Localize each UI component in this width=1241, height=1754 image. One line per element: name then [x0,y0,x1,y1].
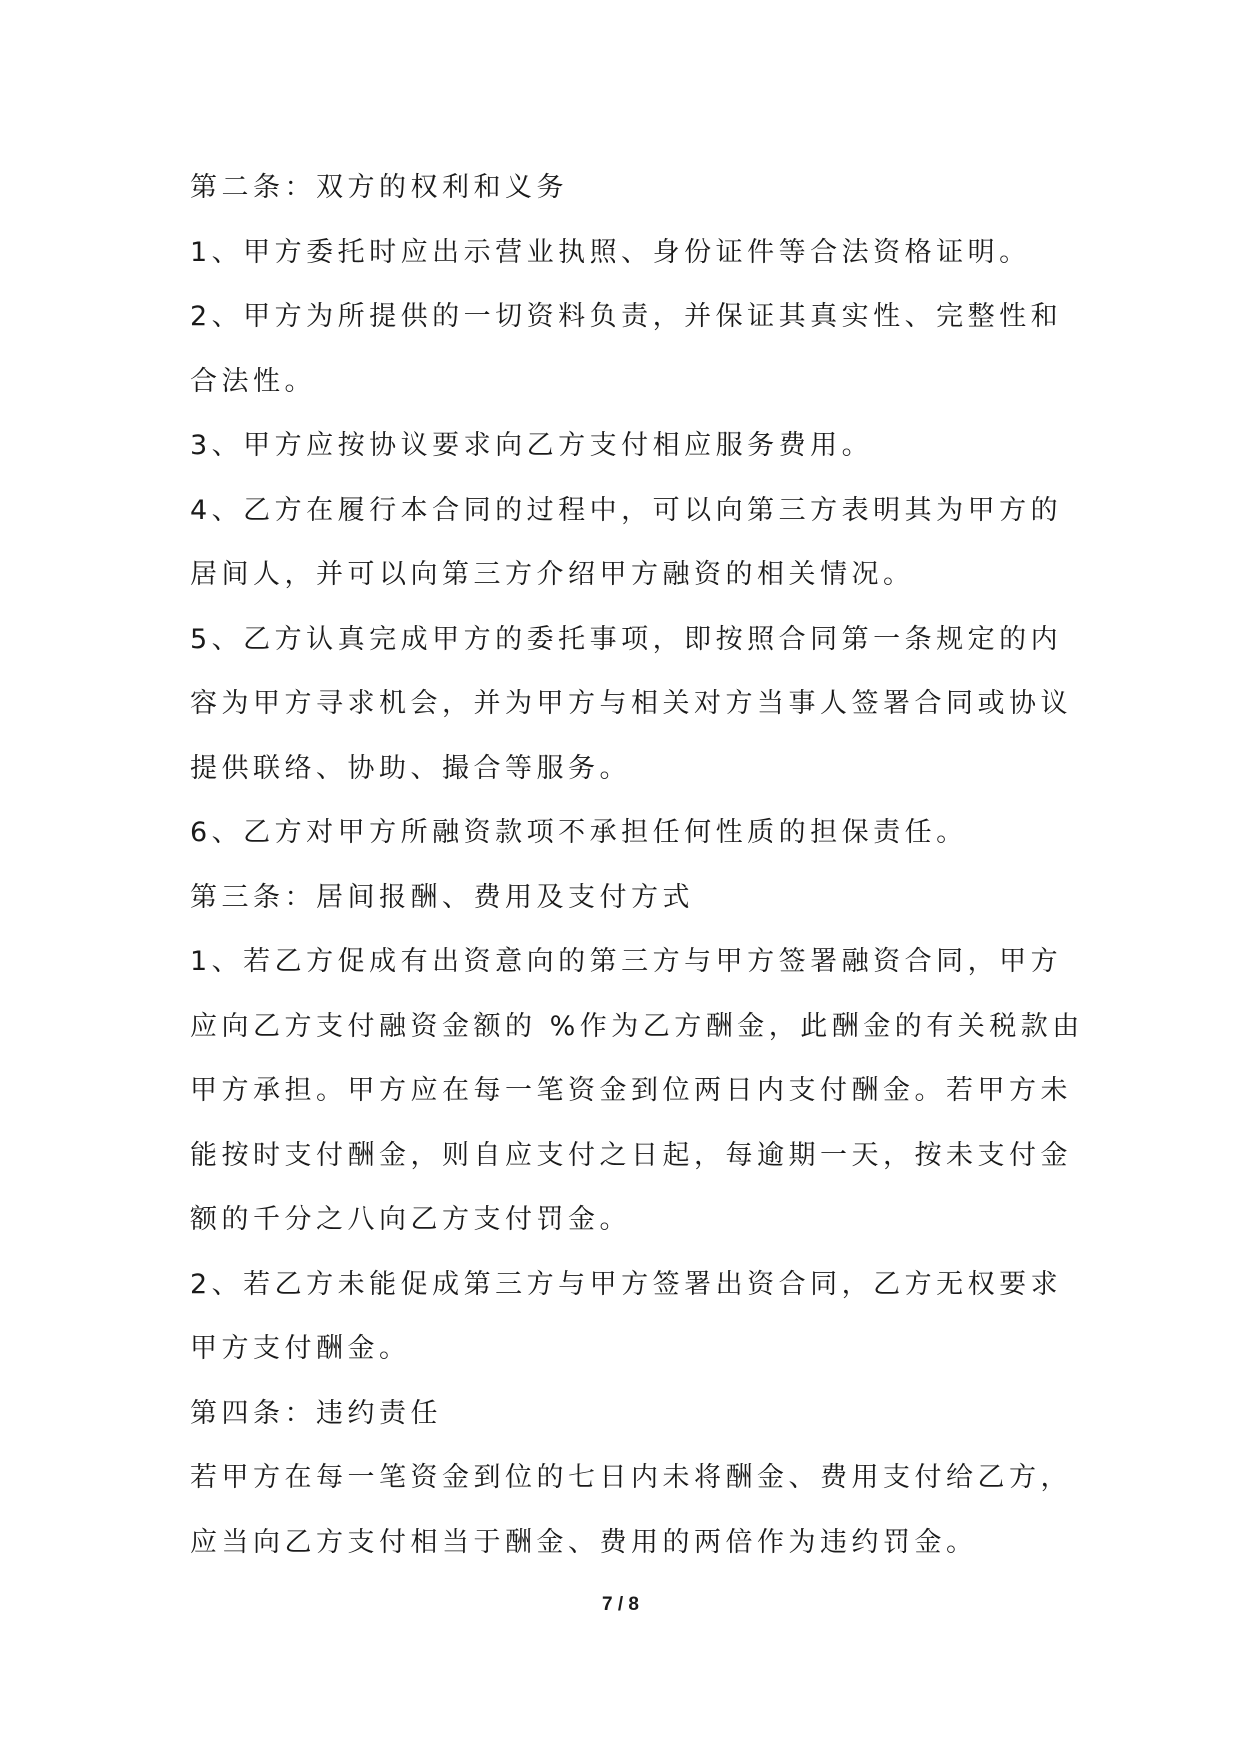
paragraph-line: 1、若乙方促成有出资意向的第三方与甲方签署融资合同，甲方 [190,946,1063,977]
paragraph-line: 居间人，并可以向第三方介绍甲方融资的相关情况。 [190,559,915,590]
paragraph-line: 2、若乙方未能促成第三方与甲方签署出资合同，乙方无权要求 [190,1268,1063,1300]
paragraph-line: 若甲方在每一笔资金到位的七日内未将酬金、费用支付给乙方， [190,1462,1072,1493]
paragraph-line: 6、乙方对甲方所融资款项不承担任何性质的担保责任。 [190,817,968,848]
paragraph-line: 5、乙方认真完成甲方的委托事项，即按照合同第一条规定的内 [190,623,1063,655]
paragraph-line: 甲方支付酬金。 [190,1333,411,1364]
paragraph-line: 应向乙方支付融资金额的 %作为乙方酬金，此酬金的有关税款由 [190,1010,1084,1042]
paragraph-line: 额的千分之八向乙方支付罚金。 [190,1204,631,1235]
section-heading-article-4: 第四条：违约责任 [190,1397,442,1429]
section-heading-article-2: 第二条：双方的权利和义务 [190,172,568,203]
document-body [190,156,1084,1575]
paragraph-line: 合法性。 [190,365,316,397]
paragraph-line: 1、甲方委托时应出示营业执照、身份证件等合法资格证明。 [190,236,1031,268]
paragraph-line: 能按时支付酬金，则自应支付之日起，每逾期一天，按未支付金 [190,1139,1072,1171]
paragraph-line: 2、甲方为所提供的一切资料负责，并保证其真实性、完整性和 [190,301,1063,332]
paragraph-line: 甲方承担。甲方应在每一笔资金到位两日内支付酬金。若甲方未 [190,1075,1072,1106]
paragraph-line: 应当向乙方支付相当于酬金、费用的两倍作为违约罚金。 [190,1526,978,1558]
section-heading-article-3: 第三条：居间报酬、费用及支付方式 [190,881,694,913]
paragraph-line: 3、甲方应按协议要求向乙方支付相应服务费用。 [190,430,874,461]
paragraph-line: 容为甲方寻求机会，并为甲方与相关对方当事人签署合同或协议 [190,688,1072,719]
paragraph-line: 提供联络、协助、撮合等服务。 [190,752,631,784]
paragraph-line: 4、乙方在履行本合同的过程中，可以向第三方表明其为甲方的 [190,494,1063,526]
page-number: 7 / 8 [602,1594,639,1615]
